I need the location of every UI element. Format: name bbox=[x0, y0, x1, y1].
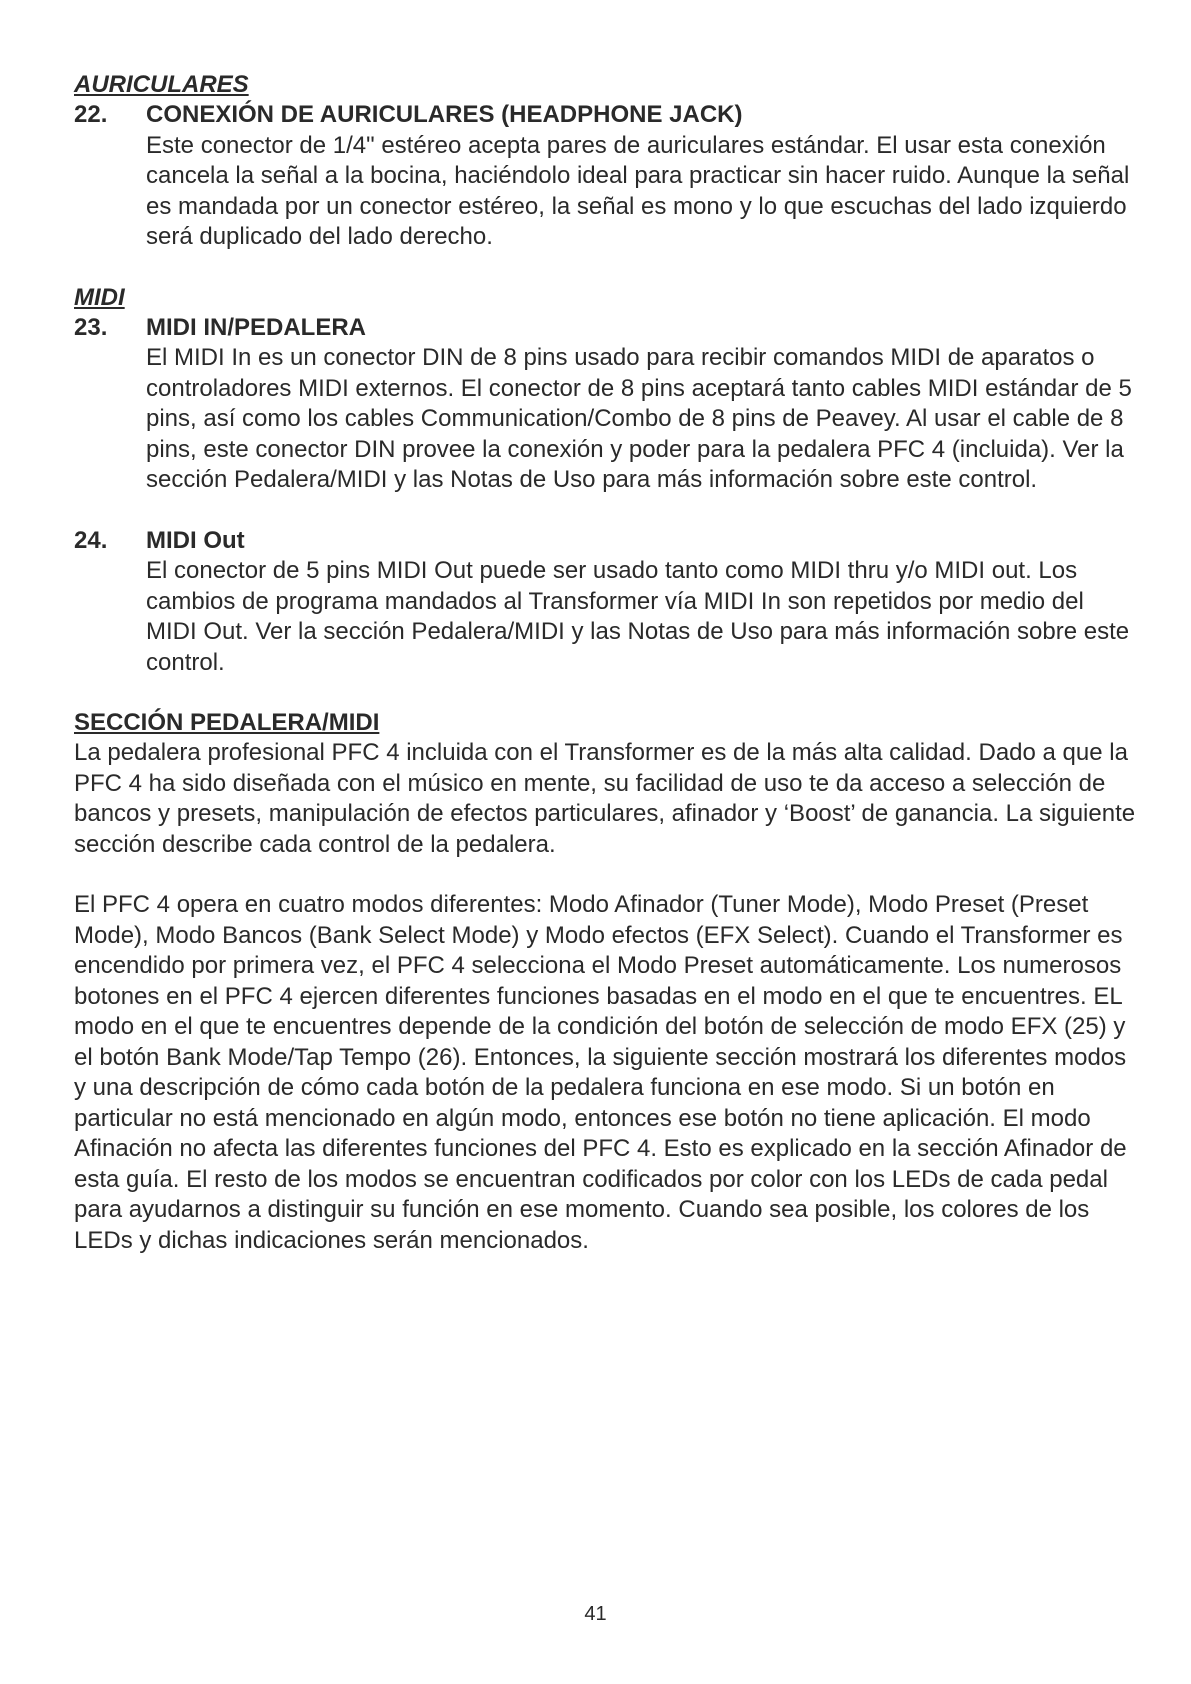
body-line: esta guía. El resto de los modos se encuentran codificados por color con los LEDs de cada pedal bbox=[74, 1165, 1108, 1193]
pedalera-paragraph-2 bbox=[74, 890, 1154, 1256]
body-line: El conector de 5 pins MIDI Out puede ser usado tanto como MIDI thru y/o MIDI out. Los bbox=[146, 557, 1078, 584]
item-24-body bbox=[74, 556, 1154, 678]
item-22-heading: CONEXIÓN DE AURICULARES (HEADPHONE JACK) bbox=[146, 101, 743, 128]
body-line: el botón Bank Mode/Tap Tempo (26). Entonces, la siguiente sección mostrará los diferentes modos bbox=[74, 1043, 1127, 1071]
body-line: PFC 4 ha sido diseñada con el músico en mente, su facilidad de uso te da acceso a selección de bbox=[74, 769, 1106, 797]
body-line: y una descripción de cómo cada botón de la pedalera funciona en ese modo. Si un botón en bbox=[74, 1074, 1055, 1101]
document-page bbox=[74, 70, 1154, 1256]
body-line: LEDs y dichas indicaciones serán mencionados. bbox=[74, 1226, 589, 1254]
body-line: El MIDI In es un conector DIN de 8 pins usado para recibir comandos MIDI de aparatos o bbox=[146, 344, 1095, 371]
body-line: MIDI Out. Ver la sección Pedalera/MIDI y las Notas de Uso para más información sobre este bbox=[146, 618, 1130, 645]
body-line: control. bbox=[146, 648, 225, 676]
body-line: será duplicado del lado derecho. bbox=[146, 223, 493, 250]
body-line: pins, así como los cables Communication/Combo de 8 pins de Peavey. Al usar el cable de 8 bbox=[146, 405, 1124, 432]
body-line: sección describe cada control de la pedalera. bbox=[74, 830, 556, 858]
item-23-header bbox=[74, 313, 1154, 344]
body-line: cancela la señal a la bocina, haciéndolo ideal para practicar sin hacer ruido. Aunque la señal bbox=[146, 162, 1130, 189]
body-line: encendido por primera vez, el PFC 4 selecciona el Modo Preset automáticamente. Los numerosos bbox=[74, 952, 1122, 979]
item-23-heading: MIDI IN/PEDALERA bbox=[146, 313, 367, 341]
body-line: es mandada por un conector estéreo, la señal es mono y lo que escuchas del lado izquierdo bbox=[146, 192, 1127, 220]
body-line: pins, este conector DIN provee la conexión y poder para la pedalera PFC 4 (incluida). Ver la bbox=[146, 435, 1124, 463]
body-line: Afinación no afecta las diferentes funciones del PFC 4. Esto es explicado en la sección Afinador de bbox=[74, 1135, 1127, 1162]
pedalera-paragraph-1 bbox=[74, 738, 1154, 860]
body-line: modo en el que te encuentres depende de la condición del botón de selección de modo EFX (25) y bbox=[74, 1013, 1126, 1040]
item-23-number: 23. bbox=[74, 313, 108, 341]
body-line: La pedalera profesional PFC 4 incluida con el Transformer es de la más alta calidad. Dado a que la bbox=[74, 739, 1128, 766]
item-22-body bbox=[74, 131, 1154, 253]
section-title-auriculares: AURICULARES bbox=[74, 71, 249, 98]
body-line: El PFC 4 opera en cuatro modos diferentes: Modo Afinador (Tuner Mode), Modo Preset (Preset bbox=[74, 891, 1089, 918]
item-23-body bbox=[74, 343, 1154, 496]
section-title-pedalera: SECCIÓN PEDALERA/MIDI bbox=[74, 709, 380, 736]
item-24-number: 24. bbox=[74, 526, 108, 554]
body-line: controladores MIDI externos. El conector de 8 pins aceptará tanto cables MIDI estándar de 5 bbox=[146, 374, 1132, 402]
body-line: sección Pedalera/MIDI y las Notas de Uso para más información sobre este control. bbox=[146, 466, 1038, 493]
body-line: botones en el PFC 4 ejercen diferentes funciones basadas en el modo en el que te encuentres. EL bbox=[74, 982, 1123, 1010]
item-23 bbox=[74, 313, 1154, 496]
body-line: para ayudarnos a distinguir su función en ese momento. Cuando sea posible, los colores de los bbox=[74, 1196, 1090, 1223]
item-22-header bbox=[74, 100, 1154, 131]
body-line: bancos y presets, manipulación de efectos particulares, afinador y ‘Boost’ de ganancia. La siguiente bbox=[74, 800, 1136, 827]
item-24 bbox=[74, 526, 1154, 679]
item-24-header bbox=[74, 526, 1154, 557]
section-title-midi: MIDI bbox=[74, 283, 125, 311]
page-number: 41 bbox=[584, 1603, 607, 1625]
body-line: cambios de programa mandados al Transformer vía MIDI In son repetidos por medio del bbox=[146, 587, 1084, 615]
body-line: Mode), Modo Bancos (Bank Select Mode) y Modo efectos (EFX Select). Cuando el Transformer es bbox=[74, 921, 1123, 949]
item-22 bbox=[74, 100, 1154, 253]
body-line: particular no está mencionado en algún modo, entonces ese botón no tiene aplicación. El modo bbox=[74, 1104, 1091, 1132]
body-line: Este conector de 1/4" estéreo acepta pares de auriculares estándar. El usar esta conexión bbox=[146, 131, 1106, 159]
item-22-number: 22. bbox=[74, 101, 108, 128]
item-24-heading: MIDI Out bbox=[146, 526, 245, 554]
